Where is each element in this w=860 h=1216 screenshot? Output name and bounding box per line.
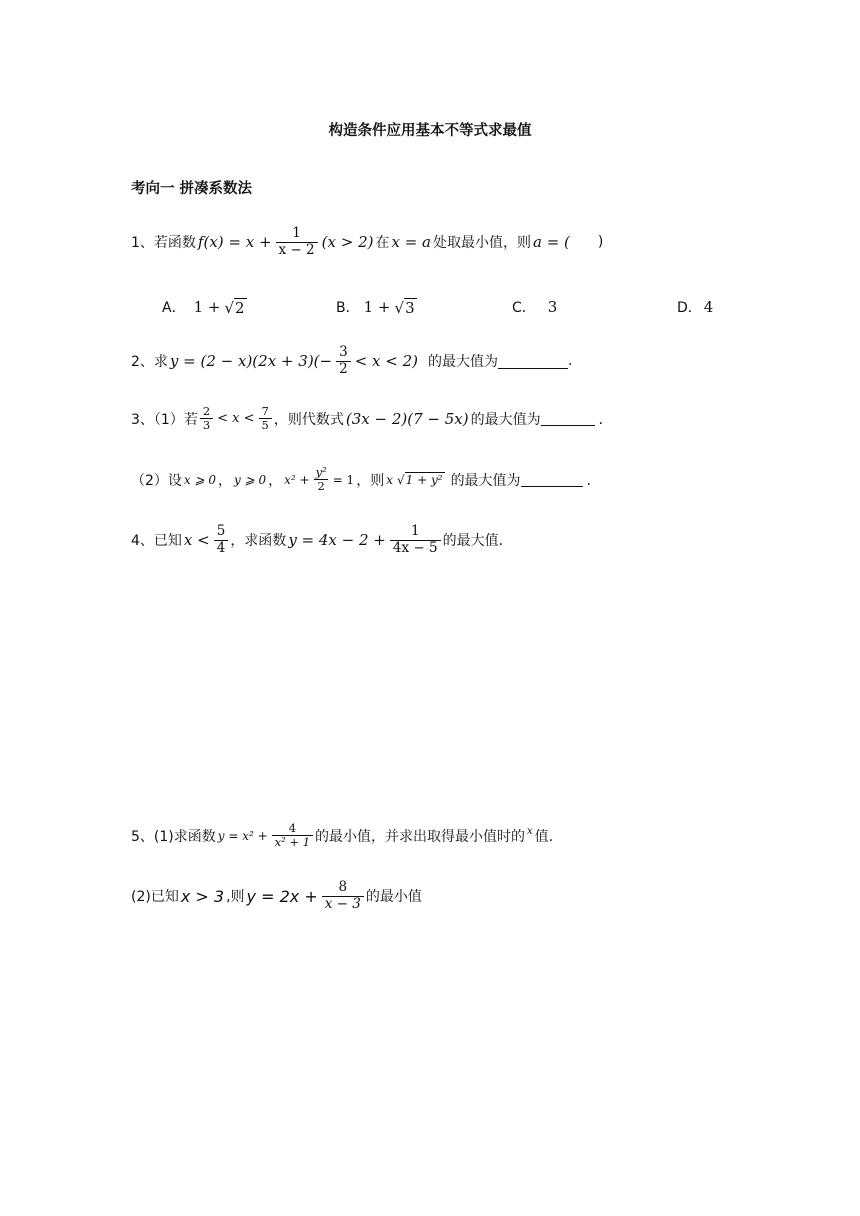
q4-fraction <box>390 524 441 556</box>
option-c-value: 3 <box>547 298 558 316</box>
q4-expression: y = 4x − 2 + <box>288 531 386 550</box>
q1-frac-den: x − 2 <box>276 242 318 259</box>
option-b-radicand: 3 <box>405 298 415 317</box>
q3b-radicand: 1 + y² <box>405 473 443 488</box>
q5-f-num: 4 <box>288 821 297 835</box>
q3b-eq-right: = 1 <box>332 472 355 487</box>
q1-equation: x = a <box>391 233 431 252</box>
q2-answer-blank[interactable] <box>498 354 568 369</box>
q5b-suffix: 的最小值 <box>365 889 422 906</box>
q3-fraction-2 <box>259 405 272 432</box>
q3-suffix: 的最大值为 <box>470 411 541 428</box>
q5b-condition: x > 3 <box>180 886 225 906</box>
q3-f1-num: 2 <box>202 404 211 418</box>
q3b-suffix: 的最大值为 <box>450 472 521 489</box>
option-b <box>336 297 419 317</box>
q3-f2-den: 5 <box>259 418 272 432</box>
q3-end: ． <box>598 411 613 428</box>
option-d-value: 4 <box>703 298 714 316</box>
q3-expression: (3x − 2)(7 − 5x) <box>345 409 469 428</box>
q1-mid2: 处取最小值，则 <box>432 235 531 252</box>
q4-cond-fraction <box>214 524 229 556</box>
question-5 <box>131 822 563 849</box>
q4-f-den: 4x − 5 <box>390 540 441 557</box>
q5-mid: 的最小值，并求出取得最小值时的 <box>315 828 526 845</box>
question-3 <box>131 405 613 432</box>
q4-mid: ，求函数 <box>230 533 287 550</box>
q3b-root: √ 1 + y² <box>396 473 443 488</box>
q3b-prefix: （2）设 <box>131 472 182 489</box>
q1-prefix: 1、若函数 <box>131 235 196 252</box>
option-d-label: D． <box>677 300 702 316</box>
q3-f1-den: 3 <box>200 418 213 432</box>
option-c <box>512 297 559 317</box>
option-b-label: B． <box>336 300 360 316</box>
q3b-x: x <box>386 472 393 487</box>
q2-expression: y = (2 − x)(2x + 3)(− <box>169 352 333 371</box>
q4-c-den: 4 <box>214 540 229 557</box>
q5-fraction <box>272 822 313 849</box>
option-c-label: C． <box>512 300 536 316</box>
q3b-frac-den: 2 <box>314 479 327 493</box>
q5-expression: y = x² + <box>217 828 268 843</box>
q2-frac-num: 3 <box>339 344 348 360</box>
page-title: 构造条件应用基本不等式求最值 <box>328 123 532 139</box>
option-a-root: √ 2 <box>224 298 245 317</box>
q3b-cond-1: x ⩾ 0 <box>183 472 217 487</box>
q2-condition: < x < 2) <box>354 352 418 371</box>
question-2 <box>131 345 572 377</box>
option-b-root: √ 3 <box>394 298 415 317</box>
q3-inequality: < x < <box>217 411 255 427</box>
q1-mid: 在 <box>375 235 390 252</box>
question-3-part-2 <box>131 466 601 493</box>
q2-frac-den: 2 <box>336 361 351 378</box>
q2-end: . <box>567 353 573 370</box>
q1-frac-num: 1 <box>292 225 301 241</box>
q3b-eq-left: x² + <box>284 472 310 487</box>
question-1 <box>131 226 603 258</box>
q5b-expression: y = 2x + <box>246 886 318 906</box>
option-a <box>162 297 249 317</box>
q1-condition: (x > 2) <box>321 233 374 252</box>
q3b-end: ． <box>586 472 601 489</box>
q3-answer-blank[interactable] <box>541 411 595 426</box>
q5b-f-den: x − 3 <box>322 896 364 913</box>
q5-f-den: x² + 1 <box>272 835 313 849</box>
section-heading: 考向一 拼凑系数法 <box>131 181 253 197</box>
q3-prefix: 3、（1）若 <box>131 411 198 428</box>
q4-suffix: 的最大值． <box>442 533 513 550</box>
question-5-part-2 <box>131 880 422 912</box>
option-a-radicand: 2 <box>235 298 245 317</box>
q3b-answer-blank[interactable] <box>521 472 583 487</box>
q5b-mid: ,则 <box>226 889 245 906</box>
q4-f-num: 1 <box>410 523 420 539</box>
q2-prefix: 2、求 <box>131 354 168 371</box>
option-a-value: 1 + <box>193 298 221 316</box>
q3-mid2: ，则代数式 <box>273 411 344 428</box>
q5b-f-num: 8 <box>338 879 348 895</box>
q4-prefix: 4、已知 <box>131 533 182 550</box>
q5b-prefix: (2)已知 <box>131 889 179 906</box>
q5-prefix: 5、(1)求函数 <box>131 828 216 845</box>
option-b-value: 1 + <box>363 298 391 316</box>
q5b-fraction <box>322 880 364 912</box>
q4-condition: x < <box>183 531 210 550</box>
q3b-fraction <box>314 466 329 493</box>
q1-fraction <box>276 226 318 258</box>
q3-f2-num: 7 <box>261 404 269 418</box>
q1-end: ) <box>597 234 604 251</box>
q3b-cond-2: y ⩾ 0 <box>234 472 267 487</box>
q1-function: f(x) = x + <box>197 233 272 252</box>
q3b-sep-2: ， <box>268 472 283 489</box>
q3b-frac-num: y² <box>315 465 327 479</box>
q5-suffix: 值． <box>534 828 563 845</box>
q2-suffix: 的最大值为 <box>427 354 498 371</box>
option-d <box>677 297 715 317</box>
q3b-sep-1: ， <box>218 472 233 489</box>
q3b-mid: ，则 <box>356 472 385 489</box>
q5-var: x <box>527 826 533 838</box>
option-a-label: A． <box>162 300 186 316</box>
question-4 <box>131 524 513 556</box>
q1-ask: a = ( <box>532 233 570 252</box>
q3-fraction-1 <box>200 405 213 432</box>
q2-fraction <box>336 345 351 377</box>
q4-c-num: 5 <box>216 523 226 539</box>
